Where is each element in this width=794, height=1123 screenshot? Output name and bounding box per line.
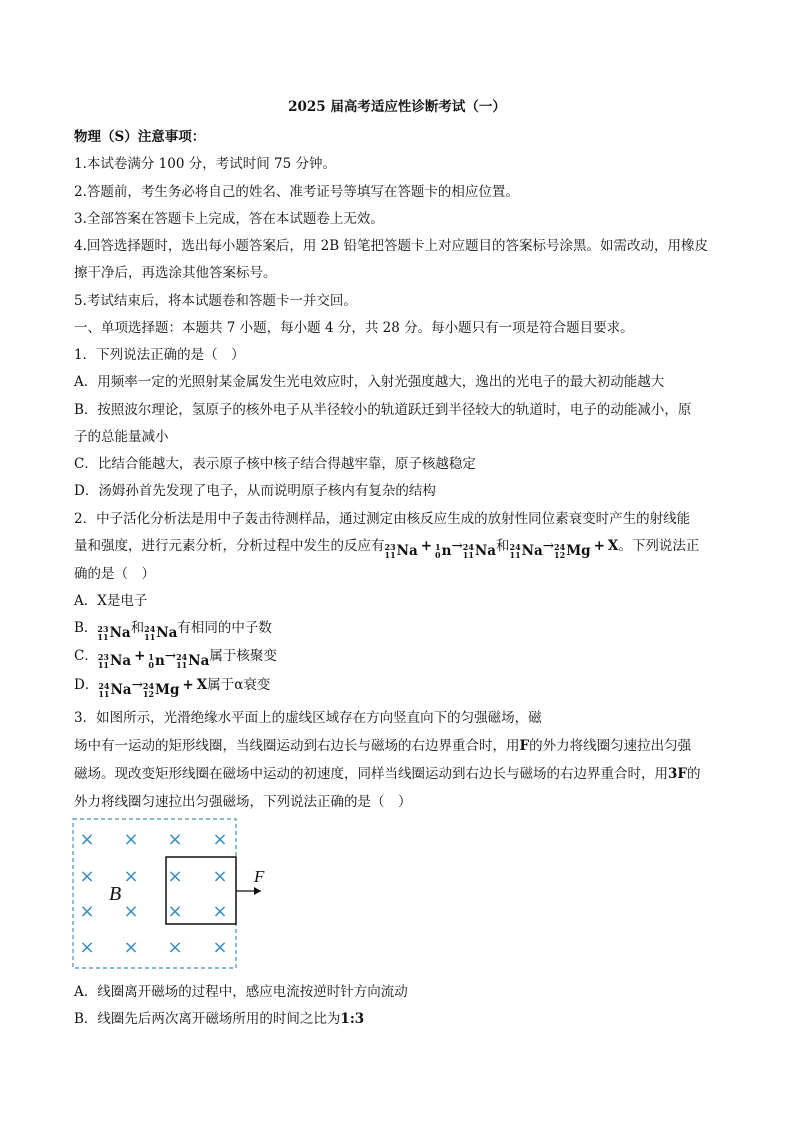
particle-x: X	[607, 538, 619, 554]
nuclide-na24	[144, 625, 177, 641]
nuclide-na24	[176, 653, 209, 669]
q2-option-a: A．X是电子	[74, 593, 148, 609]
atomic-number: 11	[98, 689, 110, 699]
atomic-number: 11	[144, 632, 156, 642]
element-symbol: Na	[521, 543, 543, 559]
field-cross-icon: ×	[123, 901, 139, 922]
element-symbol: n	[441, 543, 452, 559]
field-cross-icon: ×	[212, 829, 228, 850]
element-symbol: Na	[156, 625, 178, 641]
q3-option-a: A．线圈离开磁场的过程中，感应电流按逆时针方向流动	[74, 984, 408, 1000]
q2-text: 属于核聚变	[209, 648, 277, 664]
element-symbol: Na	[474, 543, 496, 559]
mass-number: 24	[142, 681, 155, 691]
nuclide-na23	[385, 543, 418, 559]
nuclide-na24	[463, 543, 496, 559]
field-cross-icon: ×	[123, 866, 139, 887]
mass-number: 24	[554, 542, 566, 552]
nuclide-na24	[98, 682, 131, 698]
nuclide-na23	[97, 625, 130, 641]
section-title: 一、单项选择题：本题共 7 小题，每小题 4 分，共 28 分。每小题只有一项是符合题目要求。	[74, 320, 634, 336]
nuclide-na23	[98, 653, 131, 669]
q2-text: 和	[496, 538, 510, 554]
field-cross-icon: ×	[167, 829, 183, 850]
atomic-number: 11	[462, 550, 474, 560]
element-symbol: Na	[396, 543, 418, 559]
atomic-number: 12	[142, 689, 155, 699]
q3-stem-line1: 3．如图所示，光滑绝缘水平面上的虚线区域存在方向竖直向下的匀强磁场，磁	[74, 710, 542, 726]
notice-item-4-cont: 擦干净后，再选涂其他答案标号。	[74, 265, 277, 281]
q2-option-b	[74, 616, 734, 641]
ratio-value: 1:3	[340, 1011, 365, 1027]
element-symbol: Na	[109, 625, 131, 641]
q3-text: 的	[686, 766, 701, 782]
q3-stem-line3	[74, 762, 734, 782]
notice-item-3: 3.全部答案在答题卡上完成，答在本试题卷上无效。	[74, 211, 384, 227]
mass-number: 24	[144, 624, 156, 634]
force-symbol: 3F	[668, 766, 687, 782]
plus-sign: +	[182, 677, 194, 693]
nuclide-mg24	[554, 543, 591, 559]
field-cross-icon: ×	[123, 829, 139, 850]
field-cross-icon: ×	[212, 901, 228, 922]
field-cross-icon: ×	[167, 901, 183, 922]
plus-sign: +	[420, 538, 433, 554]
q3-text: 的外力将线圈匀速拉出匀强	[529, 738, 692, 754]
arrow: →	[542, 538, 555, 554]
notice-item-5: 5.考试结束后，将本试题卷和答题卡一并交回。	[74, 293, 357, 309]
option-prefix: B．	[74, 620, 98, 636]
notice-heading: 物理（S）注意事项：	[74, 129, 206, 145]
field-cross-icon: ×	[79, 937, 95, 958]
mass-number: 23	[97, 652, 109, 662]
element-symbol: Na	[110, 682, 132, 698]
field-cross-icon: ×	[167, 866, 183, 887]
mass-number: 1	[435, 542, 441, 552]
field-crosses	[79, 829, 227, 958]
q2-stem-line2	[74, 534, 734, 559]
force-label: F	[254, 867, 265, 886]
nuclide-mg24	[143, 682, 180, 698]
field-cross-icon: ×	[123, 937, 139, 958]
field-cross-icon: ×	[167, 937, 183, 958]
notice-item-2: 2.答题前，考生务必将自己的姓名、准考证号等填写在答题卡的相应位置。	[74, 184, 519, 200]
plus-sign: +	[593, 538, 605, 554]
option-prefix: C．	[74, 648, 98, 664]
exam-title: 2025 届高考适应性诊断考试（一）	[288, 99, 506, 115]
arrow: →	[164, 648, 177, 664]
field-cross-icon: ×	[212, 937, 228, 958]
atomic-number: 0	[435, 550, 441, 560]
mass-number: 24	[176, 652, 188, 662]
q2-stem-line3: 确的是（ ）	[74, 566, 155, 582]
element-symbol: Mg	[155, 682, 180, 698]
magnetic-field-figure	[70, 816, 280, 972]
q3-text: B．线圈先后两次离开磁场所用的时间之比为	[74, 1011, 341, 1027]
arrow: →	[131, 677, 143, 693]
nuclide-neutron	[148, 653, 164, 669]
atomic-number: 11	[97, 632, 109, 642]
atomic-number: 11	[176, 660, 188, 670]
q2-text: 和	[130, 620, 145, 636]
q3-text: 场中有一运动的矩形线圈，当线圈运动到右边长与磁场的右边界重合时，用	[74, 738, 520, 754]
option-prefix: D．	[74, 677, 99, 693]
field-cross-icon: ×	[79, 901, 95, 922]
q1-option-a: A．用频率一定的光照射某金属发生光电效应时，入射光强度越大，逸出的光电子的最大初动能越大	[74, 374, 665, 390]
q2-text: 有相同的中子数	[177, 620, 272, 636]
atomic-number: 11	[509, 550, 521, 560]
q3-stem-line4: 外力将线圈匀速拉出匀强磁场，下列说法正确的是（ ）	[74, 794, 412, 810]
nuclide-na24	[510, 543, 543, 559]
q1-option-c: C．比结合能越大，表示原子核中核子结合得越牢靠，原子核越稳定	[74, 456, 476, 472]
q2-text: 属于α衰变	[207, 677, 271, 693]
field-cross-icon: ×	[79, 866, 95, 887]
q1-stem: 1．下列说法正确的是（ ）	[74, 347, 245, 363]
notice-item-4: 4.回答选择题时，选出每小题答案后，用 2B 铅笔把答题卡上对应题目的答案标号涂黑。如需改动，用橡皮	[74, 238, 708, 254]
field-cross-icon: ×	[212, 866, 228, 887]
atomic-number: 11	[384, 550, 396, 560]
field-cross-icon: ×	[79, 829, 95, 850]
q3-stem-line2	[74, 734, 734, 754]
q1-option-d: D．汤姆孙首先发现了电子，从而说明原子核内有复杂的结构	[74, 483, 436, 499]
mass-number: 24	[98, 681, 110, 691]
atomic-number: 12	[554, 550, 566, 560]
mass-number: 24	[509, 542, 521, 552]
q2-text: 量和强度，进行元素分析，分析过程中发生的反应有	[74, 538, 385, 554]
atomic-number: 11	[97, 660, 109, 670]
q1-option-b-cont: 子的总能量减小	[74, 429, 169, 445]
nuclide-neutron	[435, 543, 451, 559]
q2-option-c	[74, 644, 734, 669]
mass-number: 23	[384, 542, 396, 552]
force-symbol: F	[519, 738, 530, 754]
q2-stem-line1: 2．中子活化分析法是用中子轰击待测样品，通过测定由核反应生成的放射性同位素衰变时产生的射线能	[74, 511, 691, 527]
q3-option-b	[74, 1007, 734, 1027]
q1-option-b: B．按照波尔理论，氢原子的核外电子从半径较小的轨道跃迁到半径较大的轨道时，电子的动能减小，原	[74, 402, 692, 418]
element-symbol: Na	[109, 653, 132, 669]
q2-option-d	[74, 673, 734, 698]
q3-text: 磁场。现改变矩形线圈在磁场中运动的初速度，同样当线圈运动到右边长与磁场的右边界重合时，用	[74, 766, 668, 782]
atomic-number: 0	[148, 660, 154, 670]
force-arrow-head	[254, 887, 261, 895]
mass-number: 1	[148, 652, 154, 662]
element-symbol: Mg	[566, 543, 591, 559]
plus-sign: +	[134, 648, 146, 664]
notice-item-1: 1.本试卷满分 100 分，考试时间 75 分钟。	[74, 156, 336, 172]
element-symbol: Na	[188, 653, 210, 669]
arrow: →	[451, 538, 463, 554]
field-label: B	[109, 883, 122, 905]
particle-x: X	[196, 677, 208, 693]
q2-text: 。下列说法正	[618, 538, 700, 554]
mass-number: 23	[97, 624, 109, 634]
element-symbol: n	[154, 653, 165, 669]
mass-number: 24	[462, 542, 474, 552]
